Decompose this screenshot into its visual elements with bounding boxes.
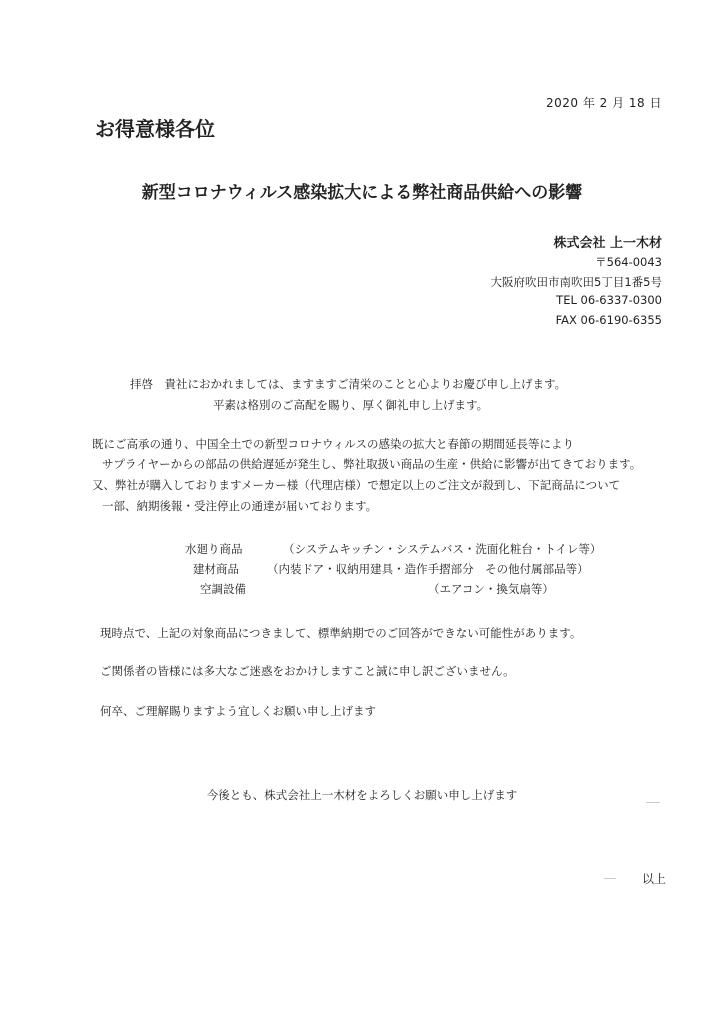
salutation: お得意様各位: [95, 117, 215, 141]
body-line: 既にご高承の通り、中国全土での新型コロナウィルスの感染の拡大と春節の期間延長等により: [92, 437, 574, 451]
scan-speck: [604, 878, 616, 879]
letter-date: 2020 年 2 月 18 日: [545, 96, 662, 110]
product-detail: （内装ドア・収納用建具・造作手摺部分 その他付属部品等）: [267, 562, 589, 576]
closing-line: 今後とも、株式会社上一木材をよろしくお願い申し上げます: [206, 788, 518, 802]
body-line: 又、弊社が購入しておりますメーカー様（代理店様）で想定以上のご注文が殺到し、下記商品について: [92, 478, 621, 492]
sender-company: 株式会社 上一木材: [553, 236, 662, 251]
sender-tel: TEL 06-6337-0300: [556, 293, 662, 307]
product-detail: （システムキッチン・システムバス・洗面化粧台・トイレ等）: [283, 542, 602, 556]
sender-postal-code: 〒564-0043: [595, 255, 662, 269]
sender-address: 大阪府吹田市南吹田5丁目1番5号: [490, 275, 662, 289]
product-category: 建材商品: [193, 562, 239, 576]
product-category: 空調設備: [200, 582, 246, 596]
note-line: 現時点で、上記の対象商品につきまして、標準納期でのご回答ができない可能性があります。: [100, 626, 582, 640]
scan-speck: [646, 802, 660, 803]
greeting-line: 拝啓 貴社におかれましては、ますますご清栄のことと心よりお慶び申し上げます。: [130, 377, 567, 391]
body-line: 一部、納期後報・受注停止の通達が届いております。: [102, 499, 378, 513]
letter-title: 新型コロナウィルス感染拡大による弊社商品供給への影響: [141, 183, 583, 203]
note-line: ご関係者の皆様には多大なご迷惑をおかけしますこと誠に申し訳ございません。: [100, 664, 515, 678]
note-line: 何卒、ご理解賜りますよう宜しくお願い申し上げます: [100, 704, 376, 718]
product-category: 水廻り商品: [185, 542, 243, 556]
sender-fax: FAX 06-6190-6355: [555, 313, 662, 327]
product-detail: （エアコン・換気扇等）: [428, 582, 554, 596]
greeting-line: 平素は格別のご高配を賜り、厚く御礼申し上げます。: [213, 398, 489, 412]
end-mark: 以上: [641, 872, 666, 886]
body-line: サプライヤーからの部品の供給遅延が発生し、弊社取扱い商品の生産・供給に影響が出てきております。: [102, 457, 642, 471]
